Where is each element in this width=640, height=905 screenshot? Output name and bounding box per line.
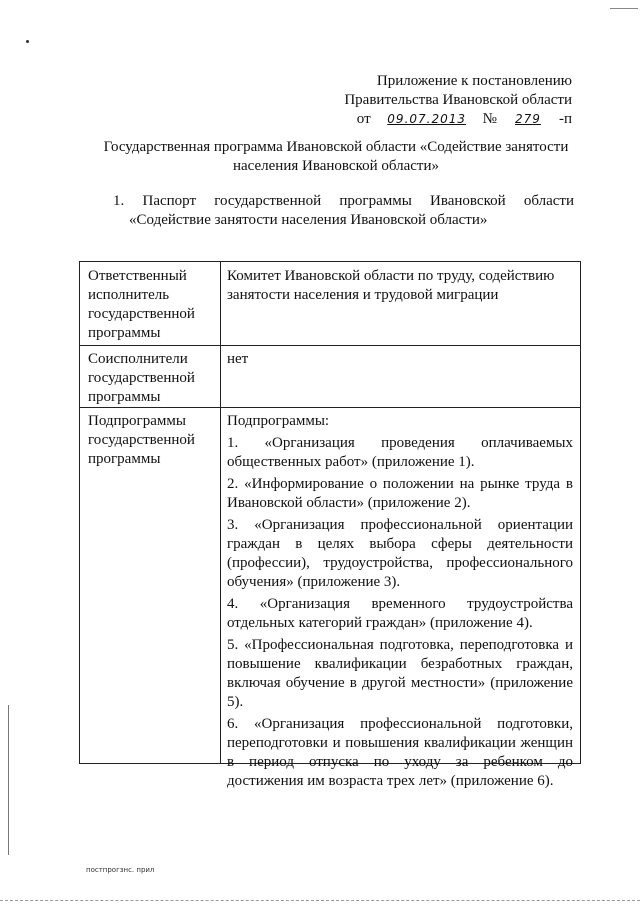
annex-block: [344, 72, 572, 129]
scan-artifact-bottom: [0, 899, 640, 901]
table-row-coexecutors: [80, 345, 580, 408]
subprogram-item: 2. «Информирование о положении на рынке труда в Ивановской области» (приложение 2).: [227, 476, 573, 511]
subprogram-item: 3. «Организация профессиональной ориентации граждан в целях выбора сферы деятельности (профессии), трудоустройства, профессионального обучения» (приложение 3).: [227, 517, 573, 590]
row-label: Соисполнители государственной программы: [88, 351, 195, 405]
subprogram-item: 5. «Профессиональная подготовка, переподготовка и повышение квалификации безработных граждан, включая обучение в другой местности» (приложение 5).: [227, 637, 573, 710]
annex-date-number: [344, 110, 572, 129]
table-row-responsible: [80, 262, 580, 346]
row-label: Подпрограммы государственной программы: [88, 413, 195, 467]
footer-filename: постпрогзнс. прил: [86, 866, 155, 874]
row-label: Ответственный исполнитель государственной программы: [88, 268, 195, 341]
annex-date: 09.07.2013: [387, 112, 467, 126]
annex-suffix: -п: [558, 111, 572, 127]
row-value: [227, 412, 573, 791]
program-title: Государственная программа Ивановской области «Содействие занятости населения Ивановской области»: [103, 139, 569, 174]
annex-number: 279: [515, 112, 541, 126]
section-number: 1.: [113, 193, 125, 209]
section-heading-line-1: [113, 192, 574, 211]
subprogram-item: 6. «Организация профессиональной подготовки, переподготовки и повышения квалификации женщин в период отпуска по уходу за ребенком до достижения им возраста трех лет» (приложение 6).: [227, 716, 573, 789]
subprograms-heading: Подпрограммы:: [227, 413, 330, 429]
scan-dot: [26, 40, 29, 43]
subprogram-item: 4. «Организация временного трудоустройства отдельных категорий граждан» (приложение 4).: [227, 596, 573, 631]
annex-from-label: от: [356, 111, 371, 127]
section-title-line-2: «Содействие занятости населения Ивановской области»: [129, 212, 488, 228]
scan-artifact-top: [610, 0, 638, 9]
section-title-line-1: Паспорт государственной программы Ивановской области: [142, 193, 574, 209]
subprogram-item: 1. «Организация проведения оплачиваемых общественных работ» (приложение 1).: [227, 435, 573, 470]
annex-line-2: Правительства Ивановской области: [344, 92, 572, 108]
row-value: Комитет Ивановской области по труду, содействию занятости населения и трудовой миграции: [227, 268, 555, 303]
annex-number-label: №: [482, 111, 497, 127]
scan-artifact-left: [8, 705, 9, 855]
passport-table: [79, 261, 581, 789]
row-value: нет: [227, 351, 249, 367]
section-heading: [113, 192, 574, 230]
table-row-subprograms: [80, 407, 580, 789]
annex-line-1: Приложение к постановлению: [376, 73, 572, 89]
